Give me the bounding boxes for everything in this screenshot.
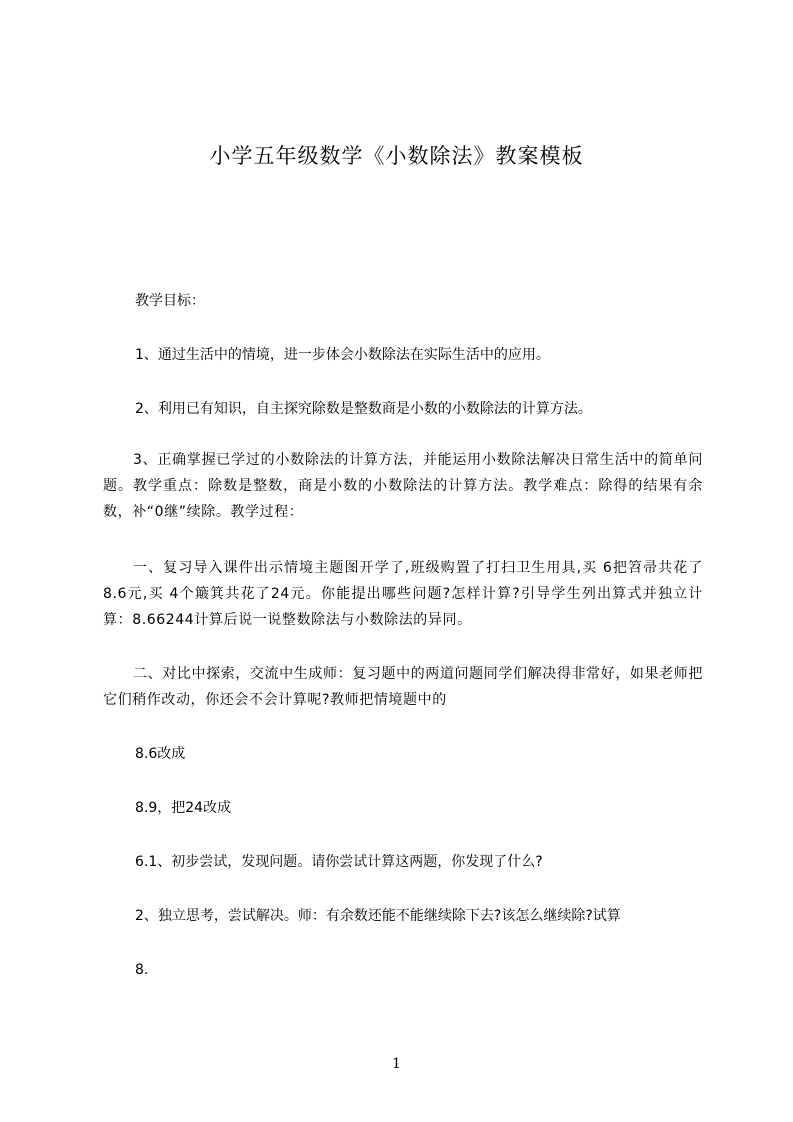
page-number: 1 <box>392 1056 401 1072</box>
paragraph-objectives-heading: 教学目标： <box>135 293 205 309</box>
paragraph-review-intro: 一、复习导入课件出示情境主题图开学了,班级购置了打扫卫生用具,买 6把笤帚共花了8.6元,买 4个簸箕共花了24元。你能提出哪些问题?怎样计算?引导学生列出算式并独立计算：8.66244计算后说一说整数除法与小数除法的异同。 <box>103 560 703 628</box>
paragraph-objective-1: 1、通过生活中的情境，进一步体会小数除法在实际生活中的应用。 <box>135 347 550 363</box>
document-title: 小学五年级数学《小数除法》教案模板 <box>209 144 584 168</box>
paragraph-think: 2、独立思考，尝试解决。师：有余数还能不能继续除下去?该怎么继续除?试算 <box>135 908 621 924</box>
paragraph-change-1: 8.6改成 <box>135 746 186 762</box>
paragraph-objective-2: 2、利用已有知识，自主探究除数是整数商是小数的小数除法的计算方法。 <box>135 401 592 417</box>
paragraph-compare-explore: 二、对比中探索，交流中生成师：复习题中的两道问题同学们解决得非常好，如果老师把它们稍作改动，你还会不会计算呢?教师把情境题中的 <box>103 666 703 708</box>
paragraph-change-2: 8.9，把24改成 <box>135 800 232 816</box>
paragraph-objective-3: 3、正确掌握已学过的小数除法的计算方法，并能运用小数除法解决日常生活中的简单问题。教学重点：除数是整数，商是小数的小数除法的计算方法。教学难点：除得的结果有余数，补“0继”续除。教学过程： <box>103 452 703 520</box>
paragraph-try: 6.1、初步尝试，发现问题。请你尝试计算这两题，你发现了什么? <box>135 854 543 870</box>
paragraph-fragment: 8. <box>135 962 149 978</box>
